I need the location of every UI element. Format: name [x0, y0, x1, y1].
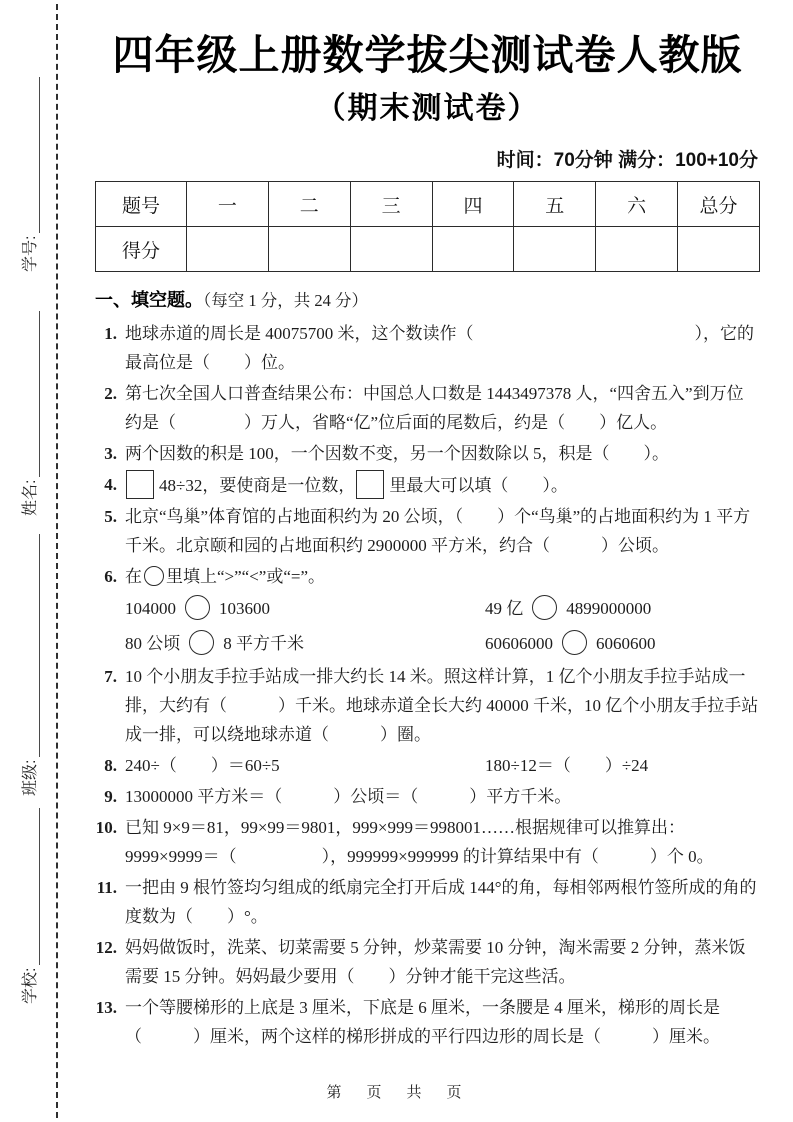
page-footer: 第 页 共 页: [326, 1085, 467, 1101]
class-blank[interactable]: [19, 534, 40, 757]
school-label: 学校:: [22, 967, 39, 1004]
equation-right: 180÷12＝（ ）÷24: [485, 756, 649, 776]
comparison-item: [125, 628, 485, 660]
paper-content: [95, 0, 760, 1051]
score-cell[interactable]: [514, 227, 596, 272]
question-text-part: 在: [125, 567, 142, 587]
compare-circle[interactable]: [185, 595, 210, 620]
compare-right: 6060600: [596, 634, 656, 654]
student-id-label: 学号:: [22, 235, 39, 272]
compare-right: 103600: [219, 599, 270, 619]
comparison-item: [125, 593, 485, 625]
compare-circle[interactable]: [532, 595, 557, 620]
equation-left: 240÷（ ）＝60÷5: [125, 756, 280, 776]
question-text: 地球赤道的周长是 40075700 米，这个数读作（ ），它的最高位是（ ）位。: [125, 324, 754, 373]
score-row-label: 得分: [96, 227, 187, 272]
question-number: 12.: [95, 938, 117, 958]
question-number: 10.: [95, 818, 117, 838]
student-name-field: [20, 311, 40, 516]
question-3: [95, 439, 760, 468]
score-table: [95, 181, 760, 272]
question-number: 4.: [104, 475, 117, 495]
score-cell[interactable]: [432, 227, 514, 272]
question-text: 一个等腰梯形的上底是 3 厘米，下底是 6 厘米，一条腰是 4 厘米，梯形的周长是（ ）厘米，两个这样的梯形拼成的平行四边形的周长是（ ）厘米。: [125, 998, 720, 1047]
question-number: 9.: [104, 787, 117, 807]
question-11: [95, 873, 760, 931]
question-text-part: 里最大可以填（ ）。: [389, 476, 568, 496]
question-text: [125, 562, 760, 660]
question-9: [95, 782, 760, 811]
score-col-5: 五: [514, 182, 596, 227]
score-cell[interactable]: [350, 227, 432, 272]
question-number: 7.: [104, 667, 117, 687]
score-table-score-row: [96, 227, 760, 272]
compare-circle[interactable]: [562, 630, 587, 655]
fold-dashed-line: [56, 4, 58, 1118]
class-field: [20, 534, 40, 796]
question-number: 2.: [104, 384, 117, 404]
score-col-4: 四: [432, 182, 514, 227]
question-10: [95, 813, 760, 871]
score-col-3: 三: [350, 182, 432, 227]
question-list: [95, 319, 760, 1051]
compare-left: 60606000: [485, 634, 553, 654]
section-title: 一、填空题。: [95, 290, 203, 311]
score-col-6: 六: [596, 182, 678, 227]
question-text: 一把由 9 根竹签均匀组成的纸扇完全打开后成 144°的角，每相邻两根竹签所成的角的度数为（ ）°。: [125, 878, 757, 927]
question-8: [95, 751, 760, 780]
question-text: 第七次全国人口普查结果公布：中国总人口数是 1443497378 人，“四舍五入”到万位约是（ ）万人，省略“亿”位后面的尾数后，约是（ ）亿人。: [125, 384, 744, 433]
compare-right: 8 平方千米: [223, 634, 304, 654]
question-4: [95, 470, 760, 500]
exam-meta: 时间：70分钟 满分：100+10分: [496, 150, 758, 172]
question-text-part: 48÷32，要使商是一位数，: [159, 476, 356, 496]
question-number: 5.: [104, 507, 117, 527]
school-field: [20, 808, 40, 1004]
section-heading: [95, 286, 760, 312]
student-name-label: 姓名:: [22, 479, 39, 516]
blank-box[interactable]: [356, 470, 384, 499]
question-1: [95, 319, 760, 377]
compare-circle: [144, 566, 164, 586]
compare-left: 104000: [125, 599, 176, 619]
score-col-1: 一: [187, 182, 269, 227]
question-number: 13.: [95, 998, 117, 1018]
section-note: （每空 1 分，共 24 分）: [203, 291, 368, 311]
equation-pair: [125, 751, 760, 780]
question-text: 两个因数的积是 100，一个因数不变，另一个因数除以 5，积是（ ）。: [125, 444, 669, 464]
student-id-field: [20, 77, 40, 272]
compare-circle[interactable]: [189, 630, 214, 655]
blank-box[interactable]: [126, 470, 154, 499]
question-text-part: 里填上“>”“<”或“=”。: [166, 567, 326, 587]
question-2: [95, 379, 760, 437]
question-number: 8.: [104, 756, 117, 776]
question-text: [125, 470, 760, 500]
question-13: [95, 993, 760, 1051]
question-text: 北京“鸟巢”体育馆的占地面积约为 20 公顷，（ ）个“鸟巢”的占地面积约为 1 平方千米。北京颐和园的占地面积约 2900000 平方米，约合（ ）公顷。: [125, 507, 751, 556]
question-5: [95, 502, 760, 560]
question-number: 3.: [104, 444, 117, 464]
paper-subtitle: （期末测试卷）: [315, 92, 540, 126]
question-6: [95, 562, 760, 660]
comparison-item: [485, 628, 760, 660]
question-7: [95, 662, 760, 749]
question-number: 1.: [104, 324, 117, 344]
score-cell[interactable]: [187, 227, 269, 272]
question-text: 10 个小朋友手拉手站成一排大约长 14 米。照这样计算，1 亿个小朋友手拉手站成一排，大约有（ ）千米。地球赤道全长大约 40000 千米，10 亿个小朋友手拉手站成一排，可以绕地球赤道（ ）圈。: [125, 667, 759, 745]
question-number: 6.: [104, 567, 117, 587]
school-blank[interactable]: [19, 808, 40, 965]
comparison-grid: [125, 593, 760, 660]
score-table-header-row: [96, 182, 760, 227]
score-cell[interactable]: [678, 227, 760, 272]
compare-left: 49 亿: [485, 599, 524, 619]
comparison-item: [485, 593, 760, 625]
question-number: 11.: [96, 878, 117, 898]
question-text: [125, 751, 760, 780]
student-name-blank[interactable]: [19, 311, 40, 477]
student-id-blank[interactable]: [19, 77, 40, 233]
compare-left: 80 公顷: [125, 634, 181, 654]
score-col-total: 总分: [678, 182, 760, 227]
score-cell[interactable]: [596, 227, 678, 272]
score-table-header-label: 题号: [96, 182, 187, 227]
question-text: 13000000 平方米＝（ ）公顷＝（ ）平方千米。: [125, 787, 572, 807]
score-col-2: 二: [268, 182, 350, 227]
question-text: 已知 9×9＝81，99×99＝9801，999×999＝998001……根据规律可以推算出：9999×9999＝（ ），999999×999999 的计算结果中有（ ）个 0。: [125, 818, 714, 867]
score-cell[interactable]: [268, 227, 350, 272]
compare-right: 4899000000: [566, 599, 652, 619]
question-12: [95, 933, 760, 991]
paper-title: 四年级上册数学拔尖测试卷人教版: [112, 32, 743, 78]
question-text: 妈妈做饭时，洗菜、切菜需要 5 分钟，炒菜需要 10 分钟，淘米需要 2 分钟，蒸米饭需要 15 分钟。妈妈最少要用（ ）分钟才能干完这些活。: [125, 938, 746, 987]
class-label: 班级:: [22, 759, 39, 796]
